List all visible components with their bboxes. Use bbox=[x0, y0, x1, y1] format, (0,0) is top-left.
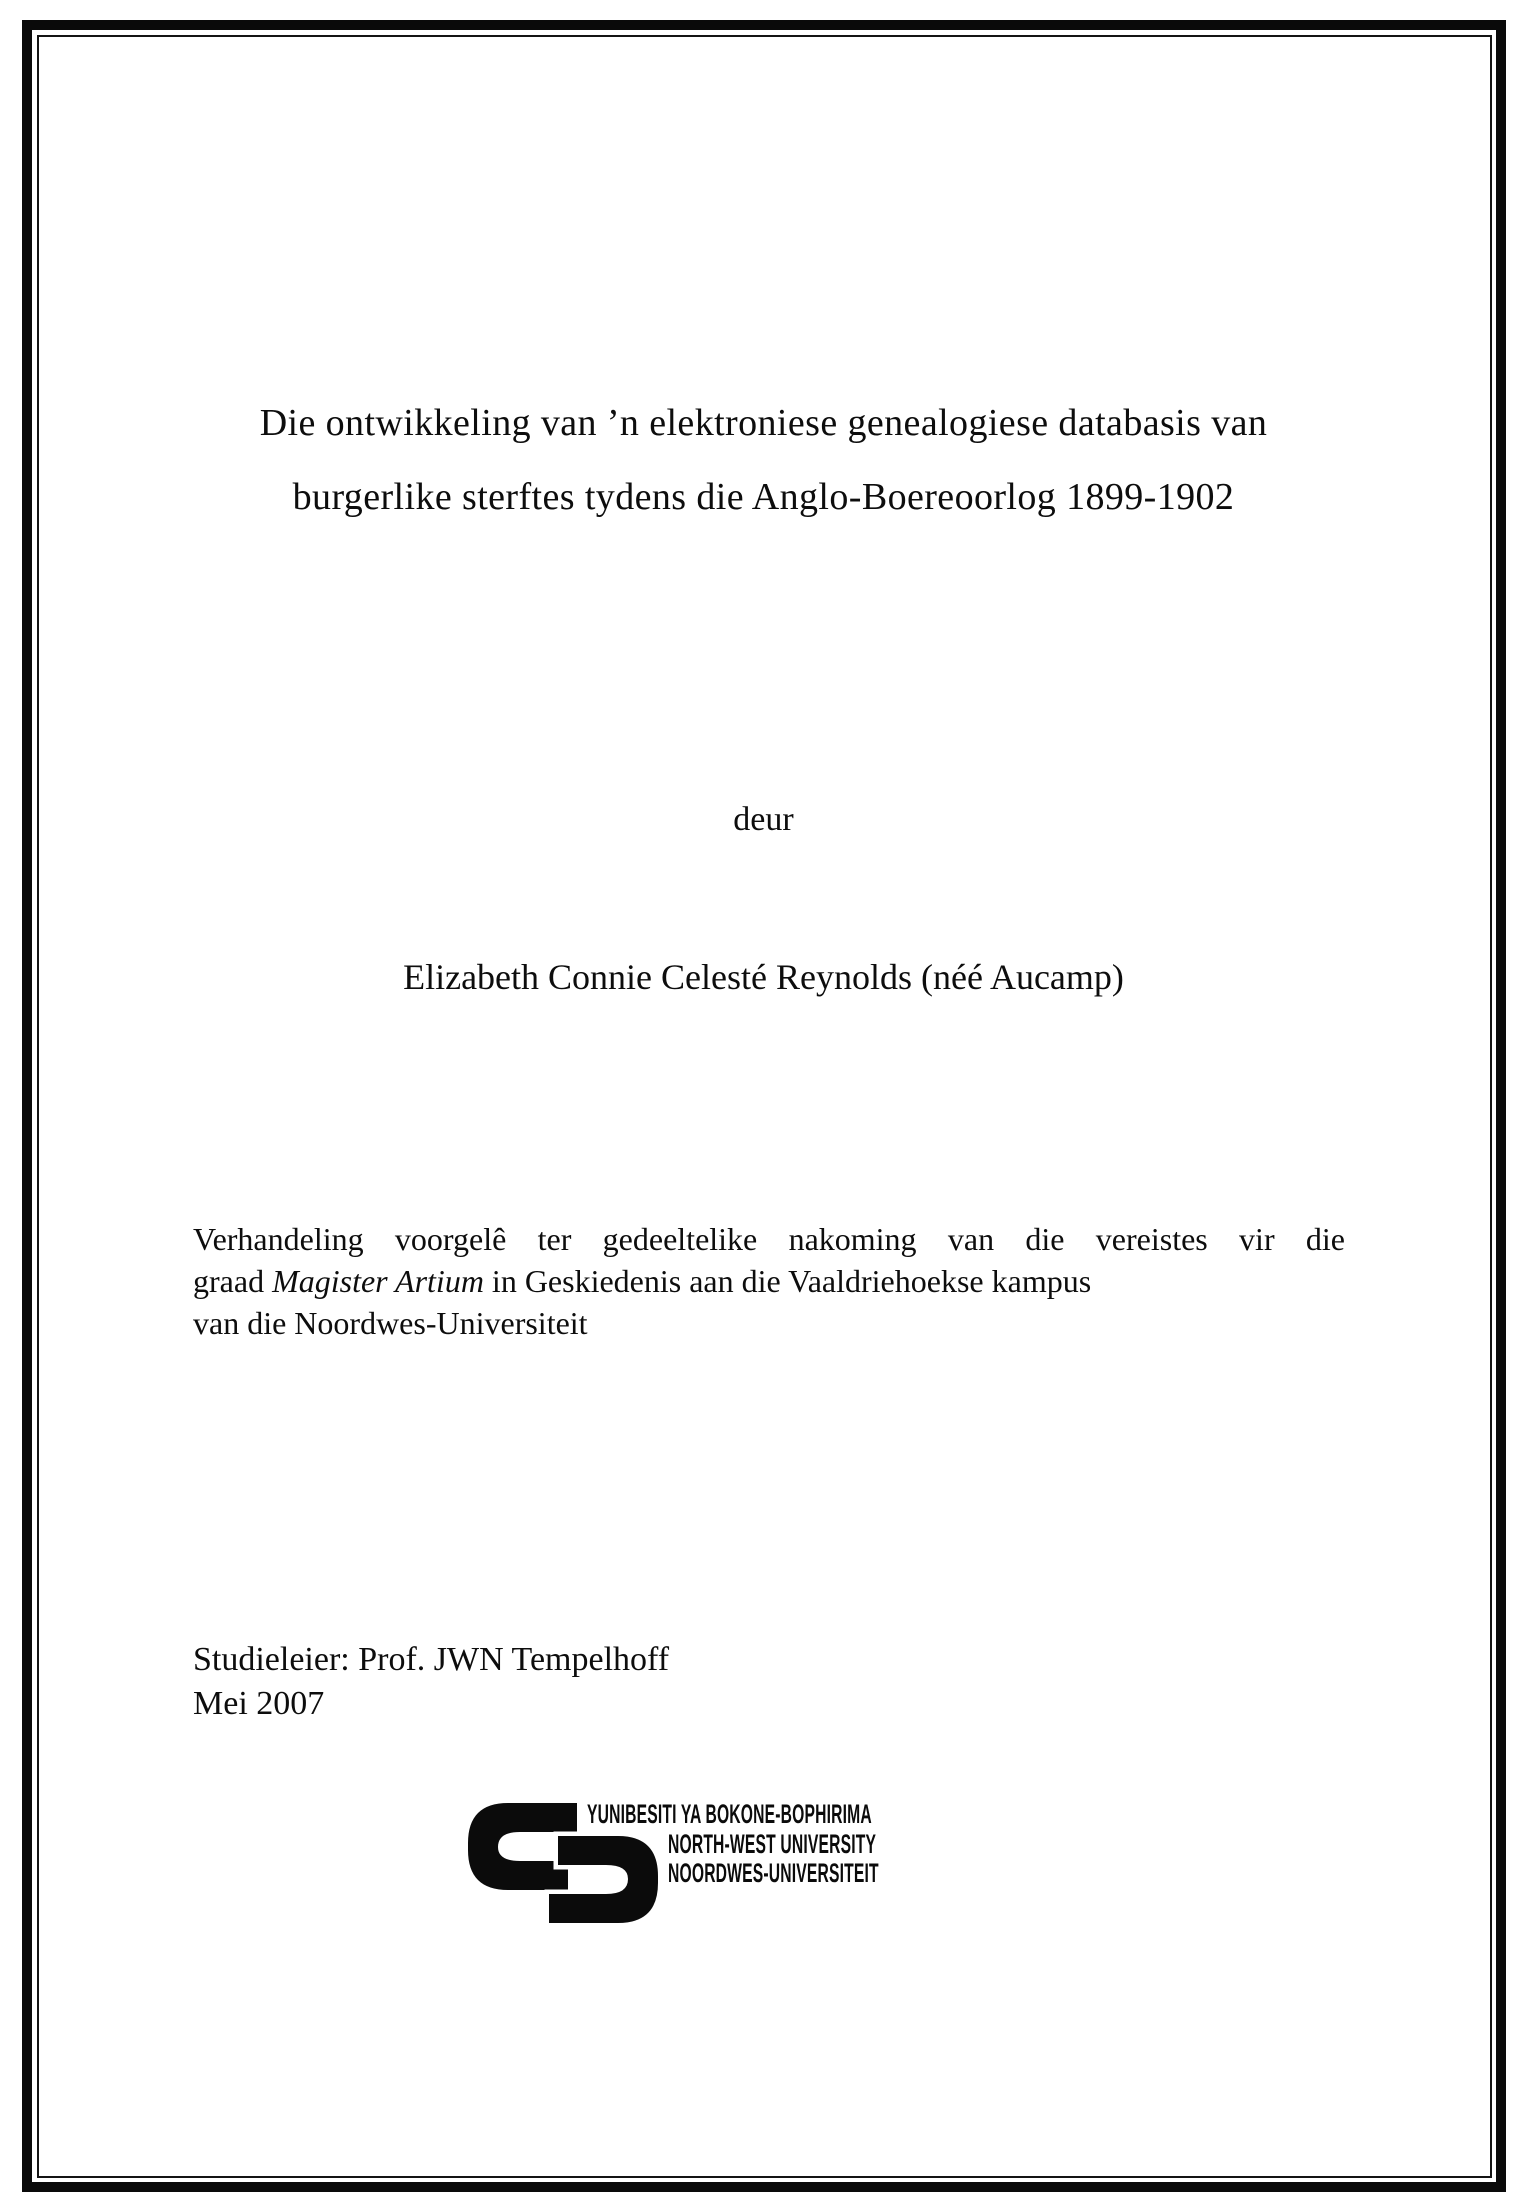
submission-line1: Verhandeling voorgelê ter gedeeltelike nakoming van die vereistes vir die bbox=[193, 1221, 1345, 1257]
logo-line-setswana: YUNIBESITI YA BOKONE-BOPHIRIMA bbox=[587, 1799, 872, 1829]
submission-statement bbox=[193, 1218, 1345, 1344]
supervisor-block bbox=[193, 1638, 669, 1726]
thesis-title-line1: Die ontwikkeling van ’n elektroniese genealogiese databasis van bbox=[259, 402, 1268, 444]
supervisor-line: Studieleier: Prof. JWN Tempelhoff bbox=[193, 1641, 670, 1678]
submission-line2-pre: graad bbox=[193, 1263, 273, 1299]
thesis-title-line2: burgerlike sterftes tydens die Anglo-Boereoorlog 1899-1902 bbox=[292, 476, 1235, 518]
thesis-title bbox=[0, 386, 1527, 534]
byline-word: deur bbox=[733, 801, 794, 838]
author-name: Elizabeth Connie Celesté Reynolds (néé Aucamp) bbox=[403, 957, 1124, 997]
logo-line-english: NORTH-WEST UNIVERSITY bbox=[668, 1828, 877, 1859]
submission-line3: van die Noordwes-Universiteit bbox=[193, 1305, 588, 1341]
degree-name: Magister Artium bbox=[272, 1263, 484, 1299]
university-logo bbox=[460, 1800, 940, 1935]
university-logo-text bbox=[587, 1800, 1078, 1889]
date-line: Mei 2007 bbox=[193, 1685, 325, 1722]
logo-line-afrikaans: NOORDWES-UNIVERSITEIT bbox=[668, 1858, 879, 1888]
submission-line2 bbox=[193, 1260, 1345, 1302]
submission-line2-post: in Geskiedenis aan die Vaaldriehoekse kampus bbox=[483, 1263, 1092, 1299]
